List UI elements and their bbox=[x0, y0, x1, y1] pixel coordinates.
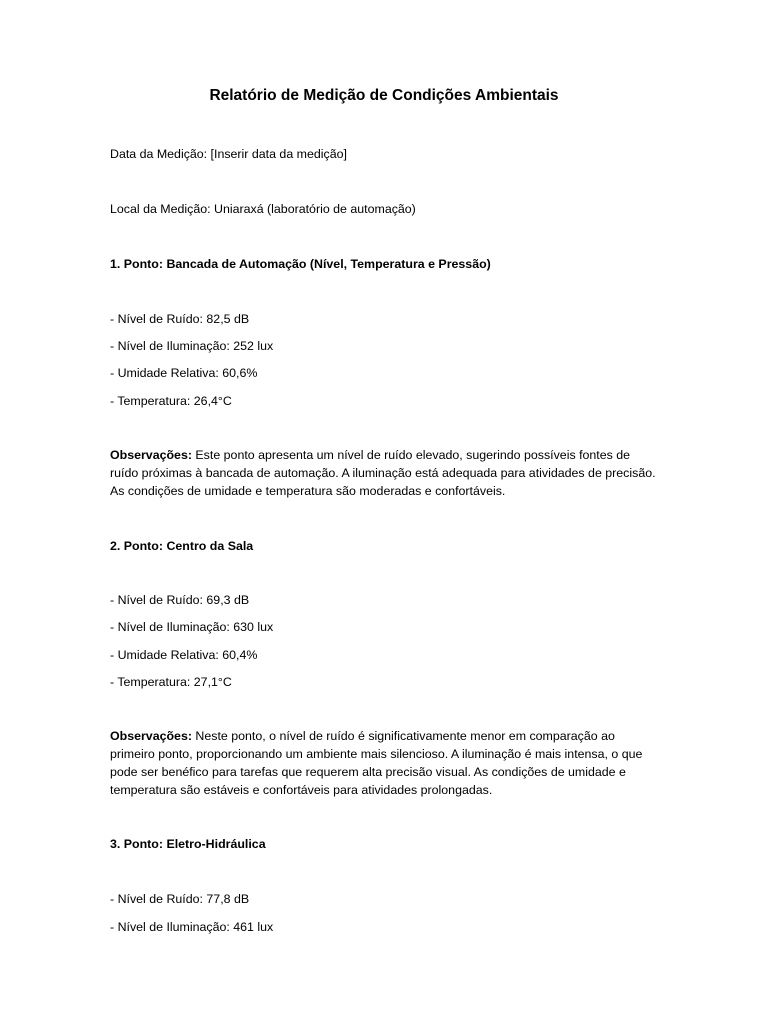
point-1-lighting: - Nível de Iluminação: 252 lux bbox=[110, 339, 274, 353]
point-2-humidity: - Umidade Relativa: 60,4% bbox=[110, 648, 258, 662]
observations-label: Observações: bbox=[110, 729, 192, 743]
observations-text: Neste ponto, o nível de ruído é significativamente menor em comparação ao primeiro ponto, proporcionando um ambiente mais silencioso. A iluminação é mais intensa, o que pode ser benéfico para tarefas que requerem alta precisão visual. As condições de umidade e temperatura são estáveis e confortáveis para atividades prolongadas. bbox=[110, 729, 643, 797]
point-2-lighting: - Nível de Iluminação: 630 lux bbox=[110, 620, 274, 634]
point-1-heading: 1. Ponto: Bancada de Automação (Nível, Temperatura e Pressão) bbox=[110, 257, 491, 271]
measurement-location: Local da Medição: Uniaraxá (laboratório de automação) bbox=[110, 202, 416, 216]
point-1-temperature: - Temperatura: 26,4°C bbox=[110, 394, 232, 408]
point-2-heading: 2. Ponto: Centro da Sala bbox=[110, 539, 254, 553]
observations-label: Observações: bbox=[110, 448, 192, 462]
measurement-date: Data da Medição: [Inserir data da medição] bbox=[110, 147, 347, 161]
point-3-heading: 3. Ponto: Eletro-Hidráulica bbox=[110, 837, 266, 851]
point-2-noise: - Nível de Ruído: 69,3 dB bbox=[110, 593, 250, 607]
point-2-temperature: - Temperatura: 27,1°C bbox=[110, 675, 232, 689]
point-1-observations bbox=[110, 446, 658, 500]
point-3-lighting: - Nível de Iluminação: 461 lux bbox=[110, 920, 274, 934]
point-2-observations bbox=[110, 727, 658, 799]
point-3-noise: - Nível de Ruído: 77,8 dB bbox=[110, 892, 250, 906]
point-1-humidity: - Umidade Relativa: 60,6% bbox=[110, 366, 258, 380]
point-1-noise: - Nível de Ruído: 82,5 dB bbox=[110, 312, 250, 326]
observations-text: Este ponto apresenta um nível de ruído elevado, sugerindo possíveis fontes de ruído próximas à bancada de automação. A iluminação está adequada para atividades de precisão. As condições de umidade e temperatura são moderadas e confortáveis. bbox=[110, 448, 656, 498]
report-title: Relatório de Medição de Condições Ambientais bbox=[209, 87, 559, 104]
